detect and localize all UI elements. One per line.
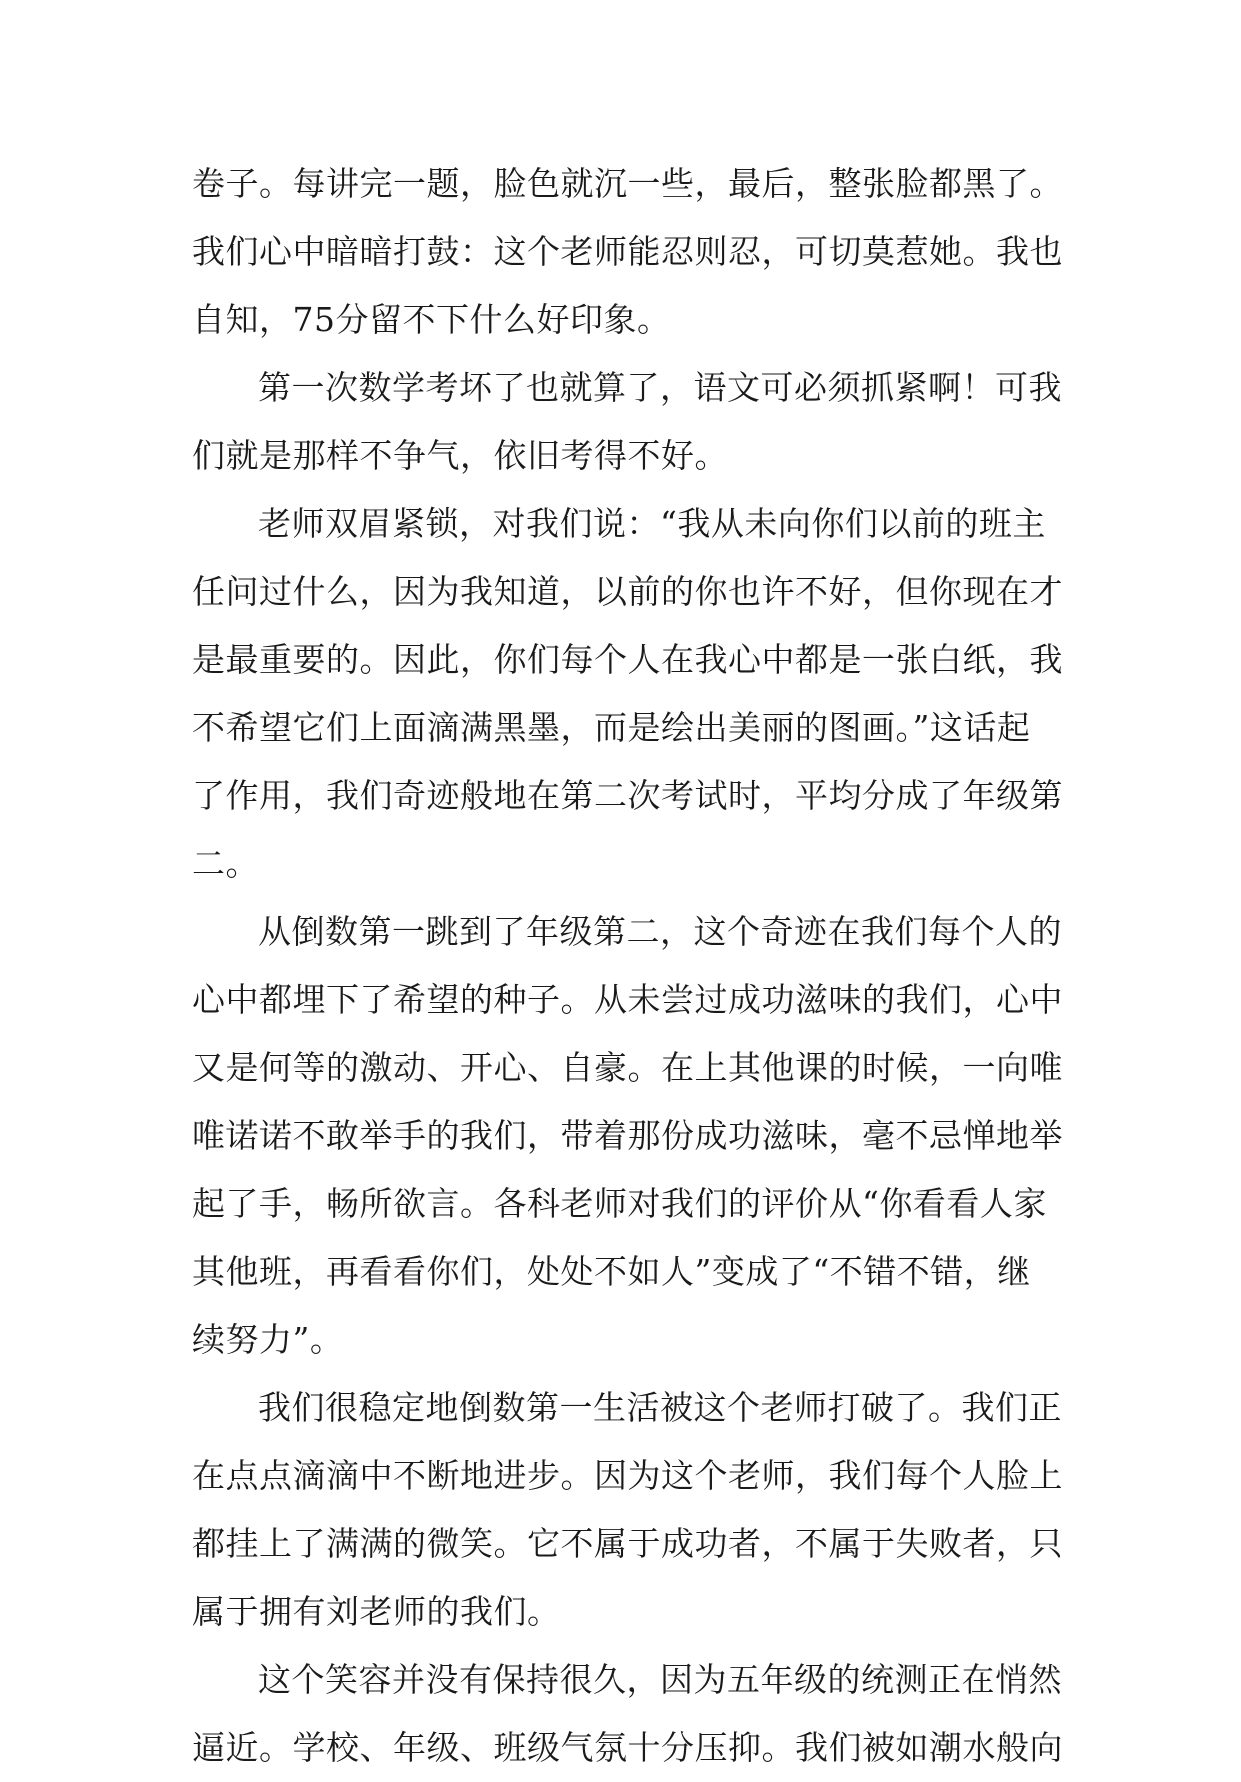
text-line: 起了手，畅所欲言。各科老师对我们的评价从“你看看人家 [192,1184,1047,1223]
text-line: 续努力”。 [192,1320,344,1359]
text-line: 二。 [192,844,259,883]
text-line: 们就是那样不争气，依旧考得不好。 [192,436,728,475]
text-line: 卷子。每讲完一题，脸色就沉一些，最后，整张脸都黑了。 [192,164,1063,203]
paragraph-first-line: 老师双眉紧锁，对我们说：“我从未向你们以前的班主 [258,504,1046,543]
text-line: 都挂上了满满的微笑。它不属于成功者，不属于失败者，只 [192,1524,1063,1563]
paragraph-first-line: 我们很稳定地倒数第一生活被这个老师打破了。我们正 [258,1388,1062,1427]
text-line: 唯诺诺不敢举手的我们，带着那份成功滋味，毫不忌惮地举 [192,1116,1063,1155]
text-line: 了作用，我们奇迹般地在第二次考试时，平均分成了年级第 [192,776,1063,815]
text-line: 逼近。学校、年级、班级气氛十分压抑。我们被如潮水般向 [192,1728,1063,1767]
paragraph-first-line: 第一次数学考坏了也就算了，语文可必须抓紧啊！可我 [258,368,1062,407]
document-body [192,150,1072,1782]
text-line: 其他班，再看看你们，处处不如人”变成了“不错不错，继 [192,1252,1031,1291]
text-line: 不希望它们上面滴满黑墨，而是绘出美丽的图画。”这话起 [192,708,1031,747]
paragraph-first-line: 这个笑容并没有保持很久，因为五年级的统测正在悄然 [258,1660,1062,1699]
text-line: 在点点滴滴中不断地进步。因为这个老师，我们每个人脸上 [192,1456,1063,1495]
paragraph-first-line: 从倒数第一跳到了年级第二，这个奇迹在我们每个人的 [258,912,1062,951]
text-line: 任问过什么，因为我知道，以前的你也许不好，但你现在才 [192,572,1063,611]
text-line: 属于拥有刘老师的我们。 [192,1592,561,1631]
text-line: 又是何等的激动、开心、自豪。在上其他课的时候，一向唯 [192,1048,1063,1087]
text-line: 心中都埋下了希望的种子。从未尝过成功滋味的我们，心中 [192,980,1063,1019]
text-line: 我们心中暗暗打鼓：这个老师能忍则忍，可切莫惹她。我也 [192,232,1063,271]
text-line: 自知，75分留不下什么好印象。 [192,300,671,339]
text-line: 是最重要的。因此，你们每个人在我心中都是一张白纸，我 [192,640,1063,679]
